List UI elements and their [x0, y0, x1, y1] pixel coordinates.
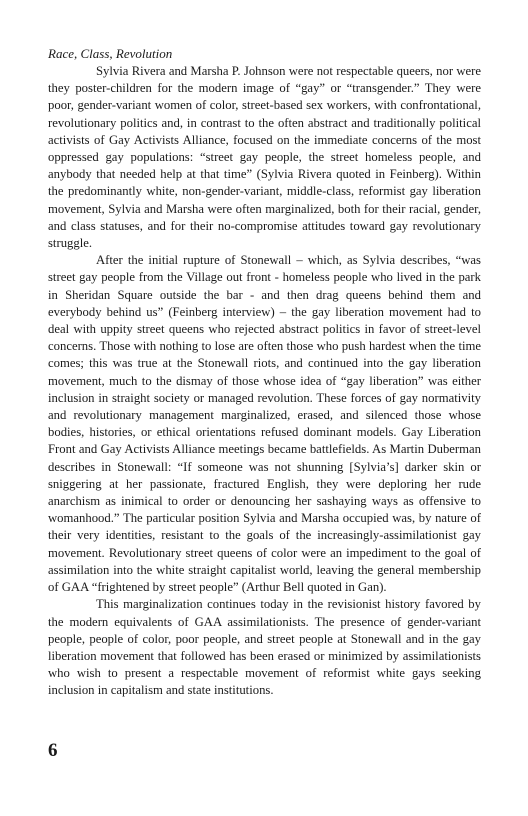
page-number: 6: [48, 740, 58, 761]
section-heading: Race, Class, Revolution: [48, 46, 173, 61]
page-body: [48, 44, 481, 700]
paragraph-1: Sylvia Rivera and Marsha P. Johnson were not respectable queers, nor were they poster-children for the modern image of “gay” or “transgender.” They were poor, gender-variant women of color, street-based sex workers, with confrontational, revolutionary politics and, in contrast to the often abstract and traditionally political activists of Gay Activists Alliance, focused on the immediate concerns of the most oppressed gay populations: “street gay people, the street homeless people, and anybody that needed help at that time” (Sylvia Rivera quoted in Feinberg). Within the predominantly white, non-gender-variant, middle-class, reformist gay liberation movement, Sylvia and Marsha were often marginalized, both for their racial, gender, and class statuses, and for their no-compromise attitudes toward gay revolutionary struggle.: [48, 64, 481, 251]
paragraph-2: After the initial rupture of Stonewall – which, as Sylvia describes, “was street gay people from the Village out front - homeless people who lived in the park in Sheridan Square outside the bar - and then drag queens behind them and everybody behind us” (Feinberg interview) – the gay liberation movement had to deal with uppity street queens who rejected abstract politics in favor of street-level concerns. Those with nothing to lose are often those who push hardest when the time comes; this was true at the Stonewall riots, and continued into the gay liberation movement, much to the dismay of those whose idea of “gay liberation” was either inclusion in straight society or managed revolution. These forces of gay normativity and revolutionary management marginalized, erased, and silenced those whose bodies, histories, or ethical orientations refused dominant models. Gay Liberation Front and Gay Activists Alliance meetings became battlefields. As Martin Duberman describes in Stonewall: “If someone was not shunning [Sylvia’s] darker skin or sniggering at her passionate, fractured English, they were deploring her rude anarchism as inimical to order or denouncing her sashaying ways as offensive to womanhood.” The particular position Sylvia and Marsha occupied was, by nature of their very identities, resistant to the goals of the increasingly-assimilationist gay movement. Revolutionary street queens of color were an impediment to the goal of assimilation into the white straight capitalist world, leaving the general membership of GAA “frightened by street people” (Arthur Bell quoted in Gan).: [48, 253, 481, 595]
paragraph-3: This marginalization continues today in the revisionist history favored by the modern equivalents of GAA assimilationists. The presence of gender-variant people, people of color, poor people, and street people at Stonewall and in the gay liberation movement that followed has been erased or minimized by assimilationists who wish to present a respectable movement of reformist white gays seeking inclusion in capitalism and state institutions.: [48, 597, 481, 698]
